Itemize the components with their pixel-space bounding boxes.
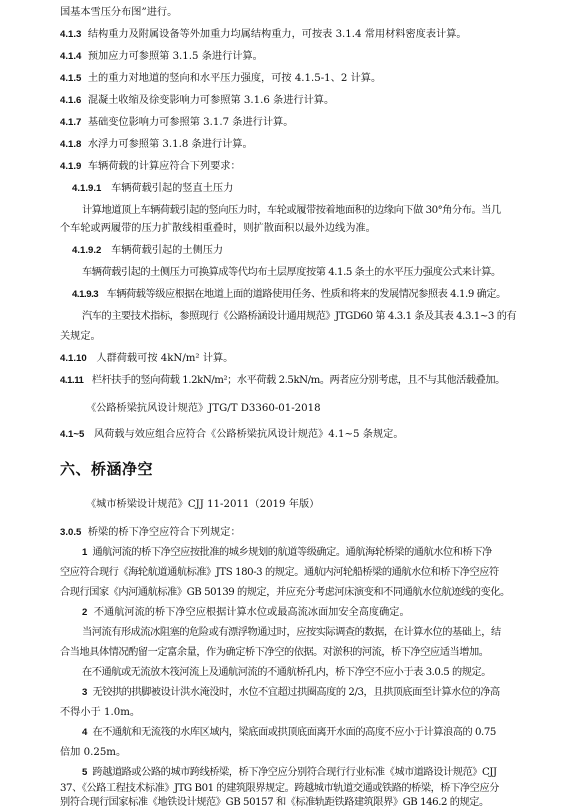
item-2: 2 不通航河流的桥下净空应根据计算水位或最高流冰面加安全高度确定。	[82, 607, 410, 618]
clause-4-1-8: 4.1.8 水浮力可参照第 3.1.8 条进行计算。	[60, 139, 253, 150]
clause-4-1-5-wind: 4.1~5 风荷载与效应组合应符合《公路桥梁抗风设计规范》4.1~5 条规定。	[60, 429, 404, 440]
text-line: 个车轮或两履带的压力扩散线相重叠时，则扩散面积以最外边线为准。	[60, 223, 376, 234]
clause-4-1-9-3: 4.1.9.3 车辆荷载等级应根据在地道上面的道路使用任务、性质和将来的发展情况参照表 4.1.9 确定。	[72, 289, 506, 300]
item-number: 3	[82, 687, 87, 698]
item-number: 1	[82, 547, 87, 558]
standard-reference: 《公路桥梁抗风设计规范》JTG/T D3360-01-2018	[86, 403, 321, 414]
clause-number: 4.1.6	[60, 95, 82, 106]
clause-number: 4.1.11	[60, 375, 84, 386]
text-line: 关规定。	[60, 331, 101, 342]
clause-number: 4.1.5	[60, 73, 82, 84]
clause-number: 4.1.7	[60, 117, 82, 128]
clause-4-1-11: 4.1.11 栏杆扶手的竖向荷载 1.2kN/m²；水平荷载 2.5kN/m。两者应分别考虑，且不与其他活载叠加。	[60, 375, 505, 386]
clause-number: 4.1.4	[60, 51, 82, 62]
clause-4-1-9-2: 4.1.9.2 车辆荷载引起的土侧压力	[72, 245, 224, 256]
clause-number: 4.1.9.2	[72, 245, 102, 256]
clause-4-1-6: 4.1.6 混凝土收缩及徐变影响力可参照第 3.1.6 条进行计算。	[60, 95, 335, 106]
clause-number: 4.1.8	[60, 139, 82, 150]
clause-number: 3.0.5	[60, 527, 82, 538]
item-number: 2	[82, 607, 88, 618]
text-line: 空应符合现行《海轮航道通航标准》JTS 180-3 的规定。通航内河轮船桥梁的通航水位和桥下净空应符	[60, 567, 499, 578]
clause-3-0-5: 3.0.5 桥梁的桥下净空应符合下列规定：	[60, 527, 241, 538]
text-line: 合当地具体情况酌留一定富余量，作为确定桥下净空的依据。对淤积的河流，桥下净空应适当增加。	[60, 647, 489, 658]
clause-number: 4.1.9.3	[72, 289, 99, 300]
item-3: 3 无铰拱的拱脚被设计洪水淹没时，水位不宜超过拱圈高度的 2/3，且拱顶底面至计算水位的净高	[82, 687, 500, 698]
text-line: 国基本雪压分布图”进行。	[60, 7, 178, 18]
clause-4-1-7: 4.1.7 基础变位影响力可参照第 3.1.7 条进行计算。	[60, 117, 294, 128]
text-line: 车辆荷载引起的土侧压力可换算成等代均布土层厚度按第 4.1.5 条土的水平压力强度公式来计算。	[82, 267, 501, 278]
section-heading: 六、桥涵净空	[60, 460, 154, 478]
text-line: 合现行国家《内河通航标准》GB 50139 的规定，并应充分考虑河床演变和不同通航水位航迹线的变化。	[60, 587, 510, 598]
clause-4-1-4: 4.1.4 预加应力可参照第 3.1.5 条进行计算。	[60, 51, 263, 62]
standard-reference: 《城市桥梁设计规范》CJJ 11-2011（2019 年版）	[86, 499, 320, 510]
clause-4-1-9: 4.1.9 车辆荷载的计算应符合下列要求：	[60, 161, 241, 172]
text-line: 不得小于 1.0m。	[60, 707, 141, 718]
clause-4-1-9-1: 4.1.9.1 车辆荷载引起的竖直土压力	[72, 183, 234, 194]
clause-number: 4.1.10	[60, 353, 87, 364]
item-5: 5 跨越道路或公路的城市跨线桥梁，桥下净空应分别符合现行行业标准《城市道路设计规范》CJJ	[82, 767, 497, 778]
item-number: 5	[82, 767, 87, 778]
clause-number: 4.1.9.1	[72, 183, 102, 194]
clause-number: 4.1.3	[60, 29, 82, 40]
clause-4-1-3: 4.1.3 结构重力及附属设备等外加重力均属结构重力，可按表 3.1.4 常用材料密度表计算。	[60, 29, 467, 40]
text-line: 37、《公路工程技术标准》JTG B01 的建筑限界规定。跨越城市轨道交通或铁路的桥梁，桥下净空应分	[60, 783, 499, 794]
text-line: 倍加 0.25m。	[60, 747, 127, 758]
text-line: 汽车的主要技术指标，参照现行《公路桥涵设计通用规范》JTGD60 第 4.3.1 条及其表 4.3.1~3 的有	[82, 311, 517, 322]
text-line: 当河流有形成流冰阻塞的危险或有漂浮物通过时，应按实际调查的数据，在计算水位的基础上，结	[82, 627, 501, 638]
text-line: 别符合现行国家标准《地铁设计规范》GB 50157 和《标准轨距铁路建筑限界》GB 146.2 的规定。	[60, 797, 489, 808]
text-line: 在不通航或无流放木筏河流上及通航河流的不通航桥孔内，桥下净空不应小于表 3.0.5 的规定。	[82, 667, 492, 678]
clause-number: 4.1.9	[60, 161, 82, 172]
item-number: 4	[82, 727, 87, 738]
clause-4-1-10: 4.1.10 人群荷载可按 4kN/m² 计算。	[60, 353, 234, 364]
item-1: 1 通航河流的桥下净空应按批准的城乡规划的航道等级确定。通航海轮桥梁的通航水位和桥下净	[82, 547, 492, 558]
item-4: 4 在不通航和无流筏的水库区域内，梁底面或拱顶底面离开水面的高度不应小于计算浪高的 0.75	[82, 727, 496, 738]
text-line: 计算地道顶上车辆荷载引起的竖向压力时，车轮或履带按着地面积的边缘向下做 30°角分布。当几	[82, 205, 501, 216]
clause-number: 4.1~5	[60, 429, 85, 440]
clause-4-1-5: 4.1.5 土的重力对地道的竖向和水平压力强度，可按 4.1.5-1、2 计算。	[60, 73, 382, 84]
